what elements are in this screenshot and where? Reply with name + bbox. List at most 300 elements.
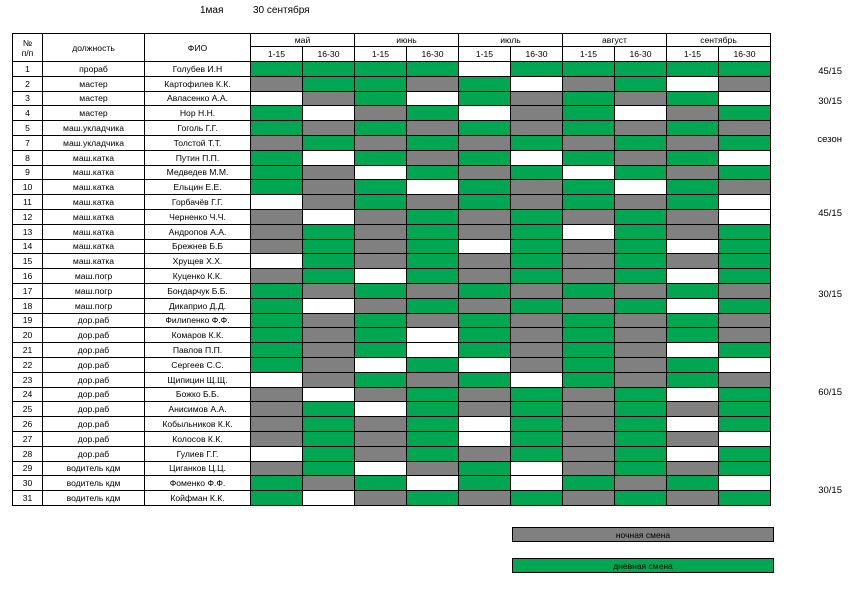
row-fio: Голубев И.Н (145, 62, 251, 77)
day-shift-cell (459, 328, 511, 343)
day-shift-cell (615, 461, 667, 476)
off-cell (667, 387, 719, 402)
day-shift-cell (511, 491, 563, 506)
day-shift-cell (303, 76, 355, 91)
day-shift-cell (511, 135, 563, 150)
night-shift-cell (511, 180, 563, 195)
off-cell (511, 476, 563, 491)
header-half: 1-15 (251, 47, 303, 62)
row-position: дор.раб (43, 446, 145, 461)
day-shift-cell (459, 150, 511, 165)
off-cell (303, 491, 355, 506)
day-shift-cell (407, 446, 459, 461)
off-cell (511, 150, 563, 165)
row-number: 31 (13, 491, 43, 506)
night-shift-cell (563, 491, 615, 506)
table-row (13, 165, 771, 180)
row-fio: Авласенко А.А. (145, 91, 251, 106)
header-half: 16-30 (511, 47, 563, 62)
day-shift-cell (303, 446, 355, 461)
row-number: 27 (13, 431, 43, 446)
night-shift-cell (407, 76, 459, 91)
day-shift-cell (251, 313, 303, 328)
night-shift-cell (407, 372, 459, 387)
night-shift-cell (563, 431, 615, 446)
row-number: 16 (13, 269, 43, 284)
night-shift-cell (615, 372, 667, 387)
day-shift-cell (251, 491, 303, 506)
table-row (13, 476, 771, 491)
night-shift-cell (303, 195, 355, 210)
day-shift-cell (511, 224, 563, 239)
night-shift-cell (251, 76, 303, 91)
row-position: мастер (43, 106, 145, 121)
day-shift-cell (615, 62, 667, 77)
day-shift-cell (303, 269, 355, 284)
table-row (13, 76, 771, 91)
day-shift-cell (407, 106, 459, 121)
header-half: 16-30 (615, 47, 667, 62)
row-fio: Куценко К.К. (145, 269, 251, 284)
night-shift-cell (407, 461, 459, 476)
off-cell (667, 298, 719, 313)
night-shift-cell (511, 106, 563, 121)
day-shift-cell (719, 491, 771, 506)
night-shift-cell (459, 269, 511, 284)
off-cell (511, 76, 563, 91)
row-number: 11 (13, 195, 43, 210)
date-start: 1мая (200, 5, 224, 16)
day-shift-cell (459, 372, 511, 387)
row-fio: Хрущев Х.Х. (145, 254, 251, 269)
row-position: маш.катка (43, 224, 145, 239)
table-row (13, 195, 771, 210)
header-month-june: июнь (355, 34, 459, 47)
night-shift-cell (355, 417, 407, 432)
day-shift-cell (615, 76, 667, 91)
row-position: водитель кдм (43, 476, 145, 491)
row-number: 28 (13, 446, 43, 461)
day-shift-cell (563, 195, 615, 210)
day-shift-cell (667, 91, 719, 106)
day-shift-cell (459, 461, 511, 476)
night-shift-cell (459, 402, 511, 417)
row-number: 20 (13, 328, 43, 343)
day-shift-cell (251, 165, 303, 180)
row-number: 24 (13, 387, 43, 402)
row-fio: Толстой Т.Т. (145, 135, 251, 150)
day-shift-cell (719, 224, 771, 239)
night-shift-cell (511, 357, 563, 372)
row-fio: Циганков Ц.Ц. (145, 461, 251, 476)
night-shift-cell (563, 209, 615, 224)
night-shift-cell (459, 209, 511, 224)
row-number: 26 (13, 417, 43, 432)
table-row (13, 180, 771, 195)
day-shift-cell (407, 165, 459, 180)
row-position: маш.погр (43, 269, 145, 284)
night-shift-cell (667, 224, 719, 239)
day-shift-cell (303, 461, 355, 476)
off-cell (459, 62, 511, 77)
night-shift-cell (251, 417, 303, 432)
day-shift-cell (615, 446, 667, 461)
day-shift-cell (407, 298, 459, 313)
table-row (13, 431, 771, 446)
day-shift-cell (667, 328, 719, 343)
night-shift-cell (563, 417, 615, 432)
day-shift-cell (563, 150, 615, 165)
day-shift-cell (563, 357, 615, 372)
off-cell (407, 180, 459, 195)
table-row (13, 328, 771, 343)
night-shift-cell (459, 135, 511, 150)
night-shift-cell (355, 209, 407, 224)
day-shift-cell (303, 402, 355, 417)
off-cell (251, 91, 303, 106)
row-position: мастер (43, 91, 145, 106)
day-shift-cell (407, 254, 459, 269)
day-shift-cell (355, 328, 407, 343)
row-fio: Андропов А.А. (145, 224, 251, 239)
night-shift-cell (303, 343, 355, 358)
day-shift-cell (563, 372, 615, 387)
night-shift-cell (615, 343, 667, 358)
night-shift-cell (563, 254, 615, 269)
night-shift-cell (407, 313, 459, 328)
row-fio: Филипенко Ф.Ф. (145, 313, 251, 328)
row-position: водитель кдм (43, 461, 145, 476)
off-cell (615, 106, 667, 121)
day-shift-cell (719, 239, 771, 254)
day-shift-cell (407, 402, 459, 417)
night-shift-cell (355, 387, 407, 402)
night-shift-cell (251, 135, 303, 150)
night-shift-cell (407, 195, 459, 210)
night-shift-cell (303, 313, 355, 328)
night-shift-cell (459, 224, 511, 239)
off-cell (719, 91, 771, 106)
day-shift-cell (407, 135, 459, 150)
header-month-september: сентябрь (667, 34, 771, 47)
off-cell (459, 106, 511, 121)
row-fio: Нор Н.Н. (145, 106, 251, 121)
day-shift-cell (407, 239, 459, 254)
row-position: дор.раб (43, 372, 145, 387)
off-cell (251, 372, 303, 387)
row-position: маш.погр (43, 298, 145, 313)
header-month-may: май (251, 34, 355, 47)
row-position: маш.укладчика (43, 135, 145, 150)
off-cell (407, 476, 459, 491)
night-shift-cell (407, 150, 459, 165)
table-row (13, 402, 771, 417)
day-shift-cell (407, 417, 459, 432)
night-shift-cell (407, 283, 459, 298)
row-position: маш.катка (43, 150, 145, 165)
header-half: 16-30 (303, 47, 355, 62)
night-shift-cell (719, 76, 771, 91)
row-fio: Колосов К.К. (145, 431, 251, 446)
day-shift-cell (355, 121, 407, 136)
header-half: 1-15 (667, 47, 719, 62)
off-cell (459, 431, 511, 446)
table-row (13, 372, 771, 387)
night-shift-cell (667, 461, 719, 476)
off-cell (355, 357, 407, 372)
row-number: 4 (13, 106, 43, 121)
row-number: 3 (13, 91, 43, 106)
day-shift-cell (303, 135, 355, 150)
day-shift-cell (667, 121, 719, 136)
side-label: 30/15 (818, 289, 842, 300)
day-shift-cell (563, 328, 615, 343)
day-shift-cell (615, 491, 667, 506)
night-shift-cell (615, 357, 667, 372)
row-position: дор.раб (43, 328, 145, 343)
day-shift-cell (511, 239, 563, 254)
row-number: 30 (13, 476, 43, 491)
row-position: маш.катка (43, 195, 145, 210)
row-number: 9 (13, 165, 43, 180)
row-fio: Щипицин Щ.Щ. (145, 372, 251, 387)
day-shift-cell (719, 269, 771, 284)
day-shift-cell (355, 62, 407, 77)
night-shift-cell (563, 269, 615, 284)
night-shift-cell (459, 387, 511, 402)
off-cell (251, 446, 303, 461)
day-shift-cell (719, 165, 771, 180)
day-shift-cell (667, 313, 719, 328)
day-shift-cell (459, 283, 511, 298)
row-position: дор.раб (43, 431, 145, 446)
night-shift-cell (615, 121, 667, 136)
day-shift-cell (667, 195, 719, 210)
row-position: прораб (43, 62, 145, 77)
header-month-july: июль (459, 34, 563, 47)
off-cell (355, 402, 407, 417)
day-shift-cell (303, 254, 355, 269)
row-position: дор.раб (43, 313, 145, 328)
night-shift-cell (563, 135, 615, 150)
day-shift-cell (719, 461, 771, 476)
night-shift-cell (719, 180, 771, 195)
header-month-august: август (563, 34, 667, 47)
night-shift-cell (355, 224, 407, 239)
table-row (13, 343, 771, 358)
day-shift-cell (511, 387, 563, 402)
row-number: 14 (13, 239, 43, 254)
day-shift-cell (355, 313, 407, 328)
night-shift-cell (667, 135, 719, 150)
day-shift-cell (615, 209, 667, 224)
night-shift-cell (303, 283, 355, 298)
table-row (13, 150, 771, 165)
day-shift-cell (667, 180, 719, 195)
night-shift-cell (459, 165, 511, 180)
day-shift-cell (511, 62, 563, 77)
row-fio: Черненко Ч.Ч. (145, 209, 251, 224)
day-shift-cell (719, 417, 771, 432)
day-shift-cell (667, 476, 719, 491)
row-position: дор.раб (43, 417, 145, 432)
day-shift-cell (563, 121, 615, 136)
night-shift-cell (303, 372, 355, 387)
night-shift-cell (251, 209, 303, 224)
header-half: 16-30 (719, 47, 771, 62)
header-half: 16-30 (407, 47, 459, 62)
row-position: водитель кдм (43, 491, 145, 506)
night-shift-cell (615, 150, 667, 165)
side-label: 45/15 (818, 66, 842, 77)
day-shift-cell (355, 76, 407, 91)
header-half: 1-15 (355, 47, 407, 62)
row-number: 10 (13, 180, 43, 195)
day-shift-cell (563, 106, 615, 121)
night-shift-cell (719, 313, 771, 328)
day-shift-cell (355, 91, 407, 106)
day-shift-cell (615, 254, 667, 269)
day-shift-cell (355, 150, 407, 165)
night-shift-cell (563, 76, 615, 91)
day-shift-cell (719, 62, 771, 77)
night-shift-cell (511, 328, 563, 343)
day-shift-cell (355, 180, 407, 195)
row-number: 25 (13, 402, 43, 417)
header-name: ФИО (145, 34, 251, 62)
night-shift-cell (251, 224, 303, 239)
night-shift-cell (615, 313, 667, 328)
night-shift-cell (667, 491, 719, 506)
table-row (13, 283, 771, 298)
day-shift-cell (355, 476, 407, 491)
off-cell (667, 343, 719, 358)
table-row (13, 224, 771, 239)
day-shift-cell (615, 165, 667, 180)
day-shift-cell (511, 446, 563, 461)
night-shift-cell (719, 121, 771, 136)
night-shift-cell (355, 254, 407, 269)
off-cell (511, 372, 563, 387)
header-position: должность (43, 34, 145, 62)
row-number: 12 (13, 209, 43, 224)
day-shift-cell (251, 62, 303, 77)
day-shift-cell (615, 135, 667, 150)
night-shift-cell (667, 106, 719, 121)
night-shift-cell (459, 491, 511, 506)
night-shift-cell (563, 298, 615, 313)
header-num-line1: № (22, 37, 33, 48)
day-shift-cell (459, 76, 511, 91)
row-fio: Комаров К.К. (145, 328, 251, 343)
off-cell (719, 431, 771, 446)
row-position: маш.погр (43, 283, 145, 298)
day-shift-cell (251, 298, 303, 313)
header-num (13, 34, 43, 62)
day-shift-cell (719, 135, 771, 150)
off-cell (303, 150, 355, 165)
day-shift-cell (719, 402, 771, 417)
night-shift-cell (667, 209, 719, 224)
row-number: 21 (13, 343, 43, 358)
row-position: маш.катка (43, 209, 145, 224)
night-shift-cell (511, 343, 563, 358)
row-fio: Божко Б.Б. (145, 387, 251, 402)
row-number: 5 (13, 121, 43, 136)
day-shift-cell (407, 209, 459, 224)
night-shift-cell (563, 461, 615, 476)
day-shift-cell (407, 387, 459, 402)
night-shift-cell (355, 431, 407, 446)
table-row (13, 491, 771, 506)
row-fio: Сергеев С.С. (145, 357, 251, 372)
night-shift-cell (407, 121, 459, 136)
off-cell (719, 209, 771, 224)
night-shift-cell (303, 357, 355, 372)
row-fio: Фоменко Ф.Ф. (145, 476, 251, 491)
day-shift-cell (667, 150, 719, 165)
day-shift-cell (563, 283, 615, 298)
row-fio: Дикаприо Д.Д. (145, 298, 251, 313)
off-cell (667, 446, 719, 461)
day-shift-cell (719, 106, 771, 121)
off-cell (251, 254, 303, 269)
legend-day-shift: дневная смена (512, 558, 774, 573)
day-shift-cell (355, 283, 407, 298)
row-fio: Медведев М.М. (145, 165, 251, 180)
night-shift-cell (511, 195, 563, 210)
day-shift-cell (407, 62, 459, 77)
off-cell (667, 417, 719, 432)
off-cell (303, 387, 355, 402)
row-number: 17 (13, 283, 43, 298)
day-shift-cell (563, 180, 615, 195)
day-shift-cell (251, 328, 303, 343)
table-row (13, 106, 771, 121)
night-shift-cell (303, 121, 355, 136)
day-shift-cell (407, 357, 459, 372)
day-shift-cell (511, 269, 563, 284)
off-cell (667, 269, 719, 284)
day-shift-cell (511, 165, 563, 180)
table-row (13, 417, 771, 432)
night-shift-cell (615, 476, 667, 491)
row-fio: Кобыльников К.К. (145, 417, 251, 432)
day-shift-cell (615, 224, 667, 239)
night-shift-cell (303, 328, 355, 343)
day-shift-cell (459, 313, 511, 328)
row-fio: Койфман К.К. (145, 491, 251, 506)
table-row (13, 254, 771, 269)
day-shift-cell (251, 357, 303, 372)
day-shift-cell (563, 91, 615, 106)
row-fio: Горбачёв Г.Г. (145, 195, 251, 210)
off-cell (667, 239, 719, 254)
day-shift-cell (303, 239, 355, 254)
night-shift-cell (459, 446, 511, 461)
off-cell (719, 476, 771, 491)
night-shift-cell (563, 239, 615, 254)
night-shift-cell (251, 387, 303, 402)
day-shift-cell (303, 431, 355, 446)
night-shift-cell (719, 328, 771, 343)
off-cell (615, 180, 667, 195)
day-shift-cell (251, 283, 303, 298)
day-shift-cell (667, 62, 719, 77)
day-shift-cell (303, 62, 355, 77)
day-shift-cell (459, 476, 511, 491)
night-shift-cell (511, 91, 563, 106)
